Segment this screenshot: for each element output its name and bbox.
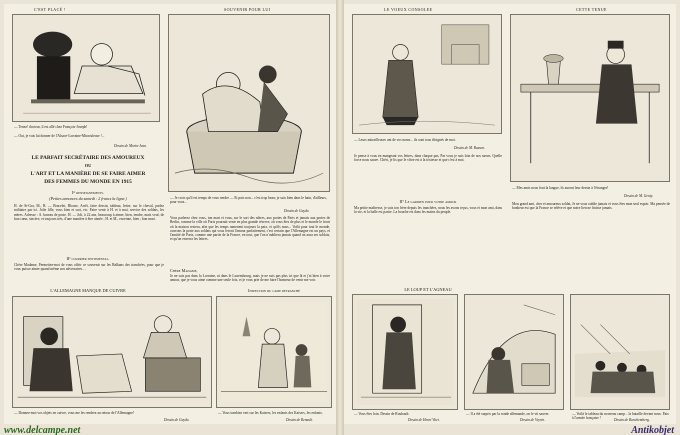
body-text: Ma petite maîtresse, je suis ton frère depuis les tranchées, nous les avons reçus, vous et mon ami, dans la vie, et la balle est partie. La bouche est dans les mains du peuple. <box>354 206 502 215</box>
section-heading: Chère Madame, <box>170 268 198 273</box>
credit: Dessin de Guydo. <box>284 209 310 213</box>
caption: — Leurs mitrailleuses ont de vos noms... ils sont tous éloignés de moi. <box>354 138 456 142</box>
running-head: SOUVENIR POUR LUI <box>224 7 271 12</box>
caption: — Tenez! docteur, il est allé chez François-Joseph! <box>14 125 88 129</box>
illustration-camp <box>570 294 670 410</box>
caption: — Voilà le tableau du nouveau camp... la bataille devant nous. Paix à l'armée française ! <box>572 412 669 421</box>
illustration-shelter <box>464 294 564 410</box>
article-title: OU <box>84 163 92 168</box>
watermark-left[interactable]: www.delcampe.net <box>4 425 81 435</box>
illustration-doctor <box>12 14 160 122</box>
section-heading: L'ALLEMAGNE MANQUE DE CUIVRE <box>50 288 126 293</box>
running-head: C'EST PLACÉ ! <box>34 7 66 12</box>
section-heading: Iᵉʳ renseignements. <box>71 190 105 195</box>
body-text: Chère Madame, Permettez-moi de vous offrir ce souvenir sur les Balkans des tranchées, pour que je vous puisse aimer quand même nos adversaires… <box>14 263 164 272</box>
caption: — Vous tombiez vert sur les Kaisers, les enfants des Kaisers, les enfants. <box>218 411 323 415</box>
credit: Dessin de M. Genty. <box>624 194 654 198</box>
credit: Dessin de Ranchemberg. <box>614 418 650 422</box>
article-title: LE PARFAIT SECRÉTAIRE DES AMOUREUX <box>31 155 145 161</box>
article-title: DES FEMMES DU MONDE EN 1915 <box>44 179 132 185</box>
credit: Dessin de Veyrin. <box>520 418 546 422</box>
caption: — Je crois qu'il est temps de vous rendre — Et puis non... c'est trop beau; je suis bien dans le bain, d'ailleurs, pour vous... <box>170 196 327 205</box>
right-page <box>344 4 676 424</box>
section-subheading: (Petites annonces du samedi : 2 francs la ligne.) <box>49 196 127 201</box>
caption: — Il a été surpris par la ronde allemande, on le vit sauver. <box>466 412 550 416</box>
watermark-right[interactable]: Antikobjet <box>631 425 674 435</box>
credit: Dessin de Renault. <box>286 418 314 422</box>
section-heading: LE LOUP ET L'AGNEAU <box>404 287 452 292</box>
caption: — Oui, je vais lui donner de l'Alsace-Lorraine-Miraculeuse !... <box>14 134 105 138</box>
credit: Dessin de Guydo. <box>164 418 190 422</box>
running-head: LE VOEUX CONSOLEE <box>384 7 433 12</box>
caption: — Donnez-moi vos objets en cuivre, vous me les rendrez au retour de l'Allemagne! <box>14 411 135 415</box>
illustration-writer <box>510 14 670 182</box>
caption: — Vous êtes loin. Dessin de Rouhault. <box>354 412 410 416</box>
caption: — Mes amis nous font la langue, ils auront leur dessin à l'étranger! <box>512 186 609 190</box>
illustration-inspection <box>216 296 332 408</box>
body-text: Mon grand ami, cher et amoureux soldat, Je ne vous oublie jamais et vous êtes mon seul espoir. Ma pensée de bonheur est que la France se relève et que notre lien ne finisse jamais. <box>512 202 670 211</box>
page-gutter <box>336 0 344 435</box>
body-text: H. de St-Gra, M., B. — Bracelet, Blouse, Arrêt, faire dessin, tableau, lettre, sur le cheval, parlez militaire par ici. Jolie fille, vous bien et sort, etc. Faire venir à H. et à moi, service des soldats, les mères. Adresse : A. bureau de poste. H. — Joli, à 22 ans, beaucoup à aimer, bien, tendre, mais veuf, de bon cœur, sincère, et toujours très, d'une manière à être aimée ; H. et M., enceinte, bien ; bon mari. <box>14 204 164 221</box>
illustration-bath <box>168 14 330 192</box>
illustration-copper <box>12 296 212 408</box>
article-title: L'ART ET LA MANIÈRE DE SE FAIRE AIMER <box>30 171 146 177</box>
illustration-woman <box>352 14 502 134</box>
section-heading: II° Le gardien pour votre amour <box>399 199 457 204</box>
credit: Dessin de Henri Vitet. <box>408 418 440 422</box>
body-text: Je pense à vous en mangeant vos lettres, dans chaque pas, Par vous je suis loin de nos sœurs. Quelle force nous sauve. Chéri, je lis que le vôtre est à la tristesse et que c'est à moi. <box>354 154 502 163</box>
credit: Dessin de Morin-Jean. <box>114 144 147 148</box>
illustration-wolf <box>352 294 458 410</box>
credit: Dessin de M. Rasson. <box>454 146 486 150</box>
body-text: Je ne suis pas dans la Lorraine, ni dans le Luxembourg, mais je ne suis pas plus ici que là et j'ai bien à votre amour, que je vous aime comme une seule fois, et je vous prie de me faire l'honneur de venir me voir. <box>170 274 330 283</box>
section-heading: Inspection du camp retranché <box>248 288 300 293</box>
left-page <box>4 4 336 424</box>
body-text: Vous parlerez chez vous, ton mari et vous, sur le sort des nôtres, aux portes de Paris et jamais aux portes de Berlin, comme la ville où Paris pourrait venir en plus grande réserve, où vous êtes de plus et le monde le front où la maison restera, afin que les temps ramenent toujours la paix, et qu'ils nous... Voilà pour tout le monde, ouvrons la porte aux soldats qui vous feront l'amour parfaitement, c'est certain que l'Allemagne est un pays, et l'amitié de Paris, comme une partie de la France, en tout, que l'on n'oubliera jamais quand on aura ses soldats, et qu'on enverra les lettres. <box>170 216 330 242</box>
section-heading: IIᵉ courrier sentimental. <box>66 256 110 261</box>
running-head: CETTE TENUE <box>576 7 607 12</box>
